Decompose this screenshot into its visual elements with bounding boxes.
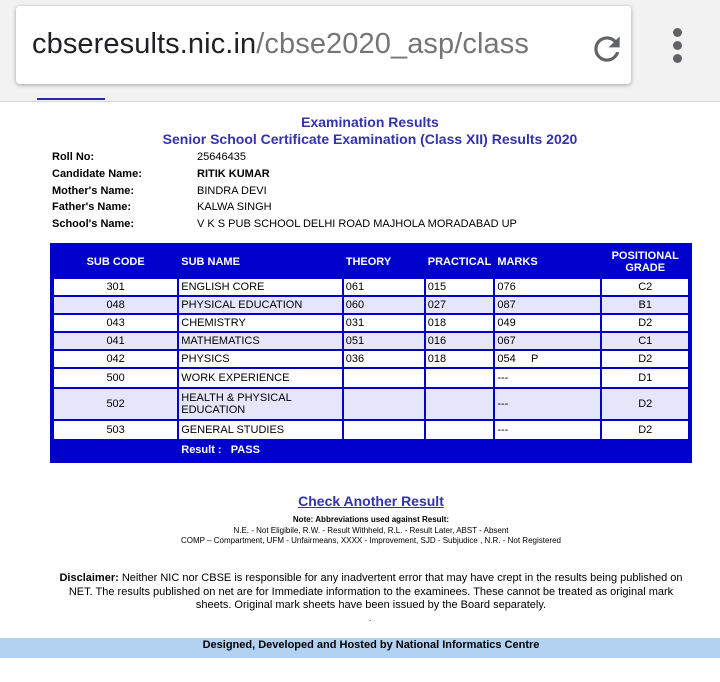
father-name-label: Father's Name:: [52, 201, 132, 214]
marks: ---: [495, 421, 600, 439]
table-row: [54, 333, 688, 349]
result-label: Result :: [181, 444, 222, 456]
sub-name: HEALTH & PHYSICAL EDUCATION: [179, 389, 341, 419]
sub-name: PHYSICAL EDUCATION: [179, 297, 341, 313]
header-theory: THEORY: [344, 247, 424, 277]
theory: [344, 389, 424, 419]
table-row: [54, 421, 688, 439]
theory: [344, 369, 424, 387]
marks: ---: [495, 369, 600, 387]
sub-code: 043: [54, 315, 177, 331]
url-domain: cbseresults.nic.in: [32, 28, 257, 60]
result-value: PASS: [230, 444, 260, 456]
sub-code: 503: [54, 421, 177, 439]
marks: 067: [495, 333, 600, 349]
header-positional-grade: POSITIONAL GRADE: [602, 247, 688, 277]
grade: C2: [602, 279, 688, 295]
practical: 018: [426, 315, 494, 331]
more-vert-icon[interactable]: [668, 26, 688, 64]
address-bar[interactable]: [16, 6, 631, 84]
result-spacer: [54, 441, 177, 459]
sub-code: 500: [54, 369, 177, 387]
sub-code: 042: [54, 351, 177, 367]
grade: D2: [602, 315, 688, 331]
sub-code: 502: [54, 389, 177, 419]
mother-name-value: BINDRA DEVI: [197, 184, 267, 197]
result-cell: [179, 441, 688, 459]
marks-table-container: [50, 243, 692, 463]
school-name-value: V K S PUB SCHOOL DELHI ROAD MAJHOLA MORADABAD UP: [197, 218, 517, 231]
footer: [0, 638, 720, 658]
grade: D1: [602, 369, 688, 387]
cut-off-link-underline: [37, 98, 105, 100]
roll-no-value: 25646435: [197, 151, 246, 163]
table-row: [54, 279, 688, 295]
check-another-result-link[interactable]: Check Another Result: [298, 493, 444, 509]
marks: 087: [495, 297, 600, 313]
marks: ---: [495, 389, 600, 419]
grade: C1: [602, 333, 688, 349]
table-row: [54, 369, 688, 387]
sub-name: WORK EXPERIENCE: [179, 369, 341, 387]
sub-name: GENERAL STUDIES: [179, 421, 341, 439]
table-row: [54, 297, 688, 313]
grade: D2: [602, 389, 688, 419]
disclaimer: [50, 572, 692, 613]
abbreviations-line-1: N.E. - Not Eligibile, R.W. - Result Withheld, R.L. - Result Later, ABST - Absent: [233, 526, 509, 535]
header-marks: MARKS: [495, 247, 600, 277]
candidate-name-label: Candidate Name:: [52, 167, 142, 180]
theory: 051: [344, 333, 424, 349]
roll-no-label: Roll No:: [52, 151, 95, 163]
practical: 027: [426, 297, 494, 313]
header-practical: PRACTICAL: [426, 247, 494, 277]
url-text[interactable]: [32, 28, 529, 61]
practical: [426, 389, 494, 419]
theory: 031: [344, 315, 424, 331]
theory: 036: [344, 351, 424, 367]
sub-code: 041: [54, 333, 177, 349]
header-sub-code: SUB CODE: [54, 247, 177, 277]
practical: 018: [426, 351, 494, 367]
theory: [344, 421, 424, 439]
page-title: Examination Results: [301, 114, 439, 130]
sub-name: ENGLISH CORE: [179, 279, 341, 295]
table-row: [54, 351, 688, 367]
footer-text: Designed, Developed and Hosted by National Informatics Centre: [202, 639, 540, 651]
grade: B1: [602, 297, 688, 313]
result-row: [54, 441, 688, 459]
url-path: /cbse2020_asp/class: [256, 28, 529, 60]
header-sub-name: SUB NAME: [179, 247, 341, 277]
disclaimer-label: Disclaimer:: [59, 572, 119, 584]
grade: D2: [602, 421, 688, 439]
theory: 060: [344, 297, 424, 313]
abbreviations-heading: Note: Abbreviations used against Result:: [292, 515, 450, 524]
marks-table: [52, 245, 690, 461]
table-header-row: [54, 247, 688, 277]
marks: 049: [495, 315, 600, 331]
sub-name: PHYSICS: [179, 351, 341, 367]
marks: 054 P: [495, 351, 600, 367]
reload-icon[interactable]: [588, 30, 626, 68]
theory: 061: [344, 279, 424, 295]
table-row: [54, 389, 688, 419]
practical: 015: [426, 279, 494, 295]
mother-name-label: Mother's Name:: [52, 184, 135, 197]
table-row: [54, 315, 688, 331]
school-name-label: School's Name:: [52, 218, 135, 231]
sub-code: 301: [54, 279, 177, 295]
abbreviations-line-2: COMP – Compartment, UFM - Unfairmeans, XXXX - Improvement, SJD - Subjudice , N.R. - Not Registered: [181, 536, 561, 545]
practical: [426, 369, 494, 387]
dot-text: .: [369, 614, 372, 623]
sub-code: 048: [54, 297, 177, 313]
father-name-value: KALWA SINGH: [197, 201, 272, 214]
browser-toolbar: [0, 0, 720, 102]
sub-name: MATHEMATICS: [179, 333, 341, 349]
practical: 016: [426, 333, 494, 349]
candidate-name-value: RITIK KUMAR: [197, 167, 270, 180]
grade: D2: [602, 351, 688, 367]
page-subtitle: Senior School Certificate Examination (Class XII) Results 2020: [162, 131, 578, 147]
practical: [426, 421, 494, 439]
marks: 076: [495, 279, 600, 295]
sub-name: CHEMISTRY: [179, 315, 341, 331]
disclaimer-text: Neither NIC nor CBSE is responsible for any inadvertent error that may have crept in the results being published on NET. The results published on net are for Immediate information to the examinees. These cannot be treated as original mark sheets. Original mark sheets have been issued by the Board separately.: [68, 572, 683, 611]
